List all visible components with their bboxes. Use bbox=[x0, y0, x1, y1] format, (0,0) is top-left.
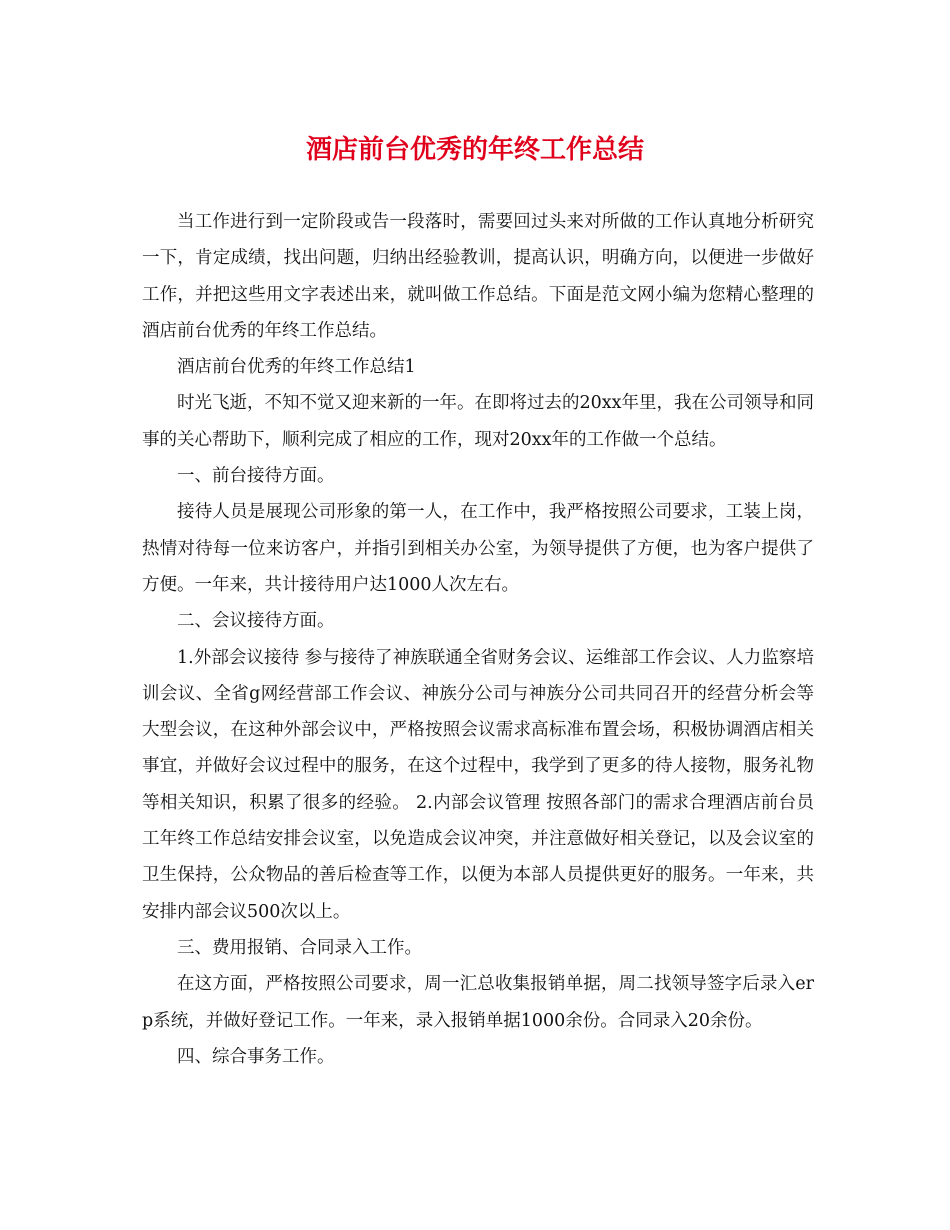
paragraph-opening: 时光飞逝，不知不觉又迎来新的一年。在即将过去的20xx年里，我在公司领导和同事的关心帮助下，顺利完成了相应的工作，现对20xx年的工作做一个总结。 bbox=[142, 393, 815, 450]
paragraph-expenses: 在这方面，严格按照公司要求，周一汇总收集报销单据，周二找领导签字后录入erp系统，并做好登记工作。一年来，录入报销单据1000余份。合同录入20余份。 bbox=[142, 974, 814, 1031]
document-body bbox=[142, 204, 814, 1075]
section-heading-meetings: 二、会议接待方面。 bbox=[177, 611, 335, 632]
paragraph-reception: 接待人员是展现公司形象的第一人，在工作中，我严格按照公司要求，工装上岗，热情对待每一位来访客户，并指引到相关办公室，为领导提供了方便，也为客户提供了方便。一年来，共计接待用户达1000人次左右。 bbox=[142, 502, 814, 595]
paragraph-intro: 当工作进行到一定阶段或告一段落时，需要回过头来对所做的工作认真地分析研究一下，肯定成绩，找出问题，归纳出经验教训，提高认识，明确方向，以便进一步做好工作，并把这些用文字表述出来，就叫做工作总结。下面是范文网小编为您精心整理的酒店前台优秀的年终工作总结。 bbox=[142, 212, 814, 341]
section-heading-reception: 一、前台接待方面。 bbox=[177, 466, 335, 487]
section-heading-general-affairs: 四、综合事务工作。 bbox=[177, 1046, 335, 1067]
section-heading-expenses: 三、费用报销、合同录入工作。 bbox=[177, 937, 422, 958]
document-title: 酒店前台优秀的年终工作总结 bbox=[305, 135, 644, 165]
paragraph-meetings: 1.外部会议接待 参与接待了神族联通全省财务会议、运维部工作会议、人力监察培训会议、全省g网经营部工作会议、神族分公司与神族分公司共同召开的经营分析会等大型会议，在这种外部会议中，严格按照会议需求高标准布置会场，积极协调酒店相关事宜，并做好会议过程中的服务，在这个过程中，我学到了更多的待人接物，服务礼物等相关知识，积累了很多的经验。 2.内部会议管理 按照各部门的需求合理酒店前台员工年终工作总结安排会议室，以免造成会议冲突，并注意做好相关登记，以及会议室的卫生保持，公众物品的善后检查等工作，以便为本部人员提供更好的服务。一年来，共安排内部会议500次以上。 bbox=[142, 647, 814, 922]
paragraph-subtitle: 酒店前台优秀的年终工作总结1 bbox=[177, 357, 416, 378]
